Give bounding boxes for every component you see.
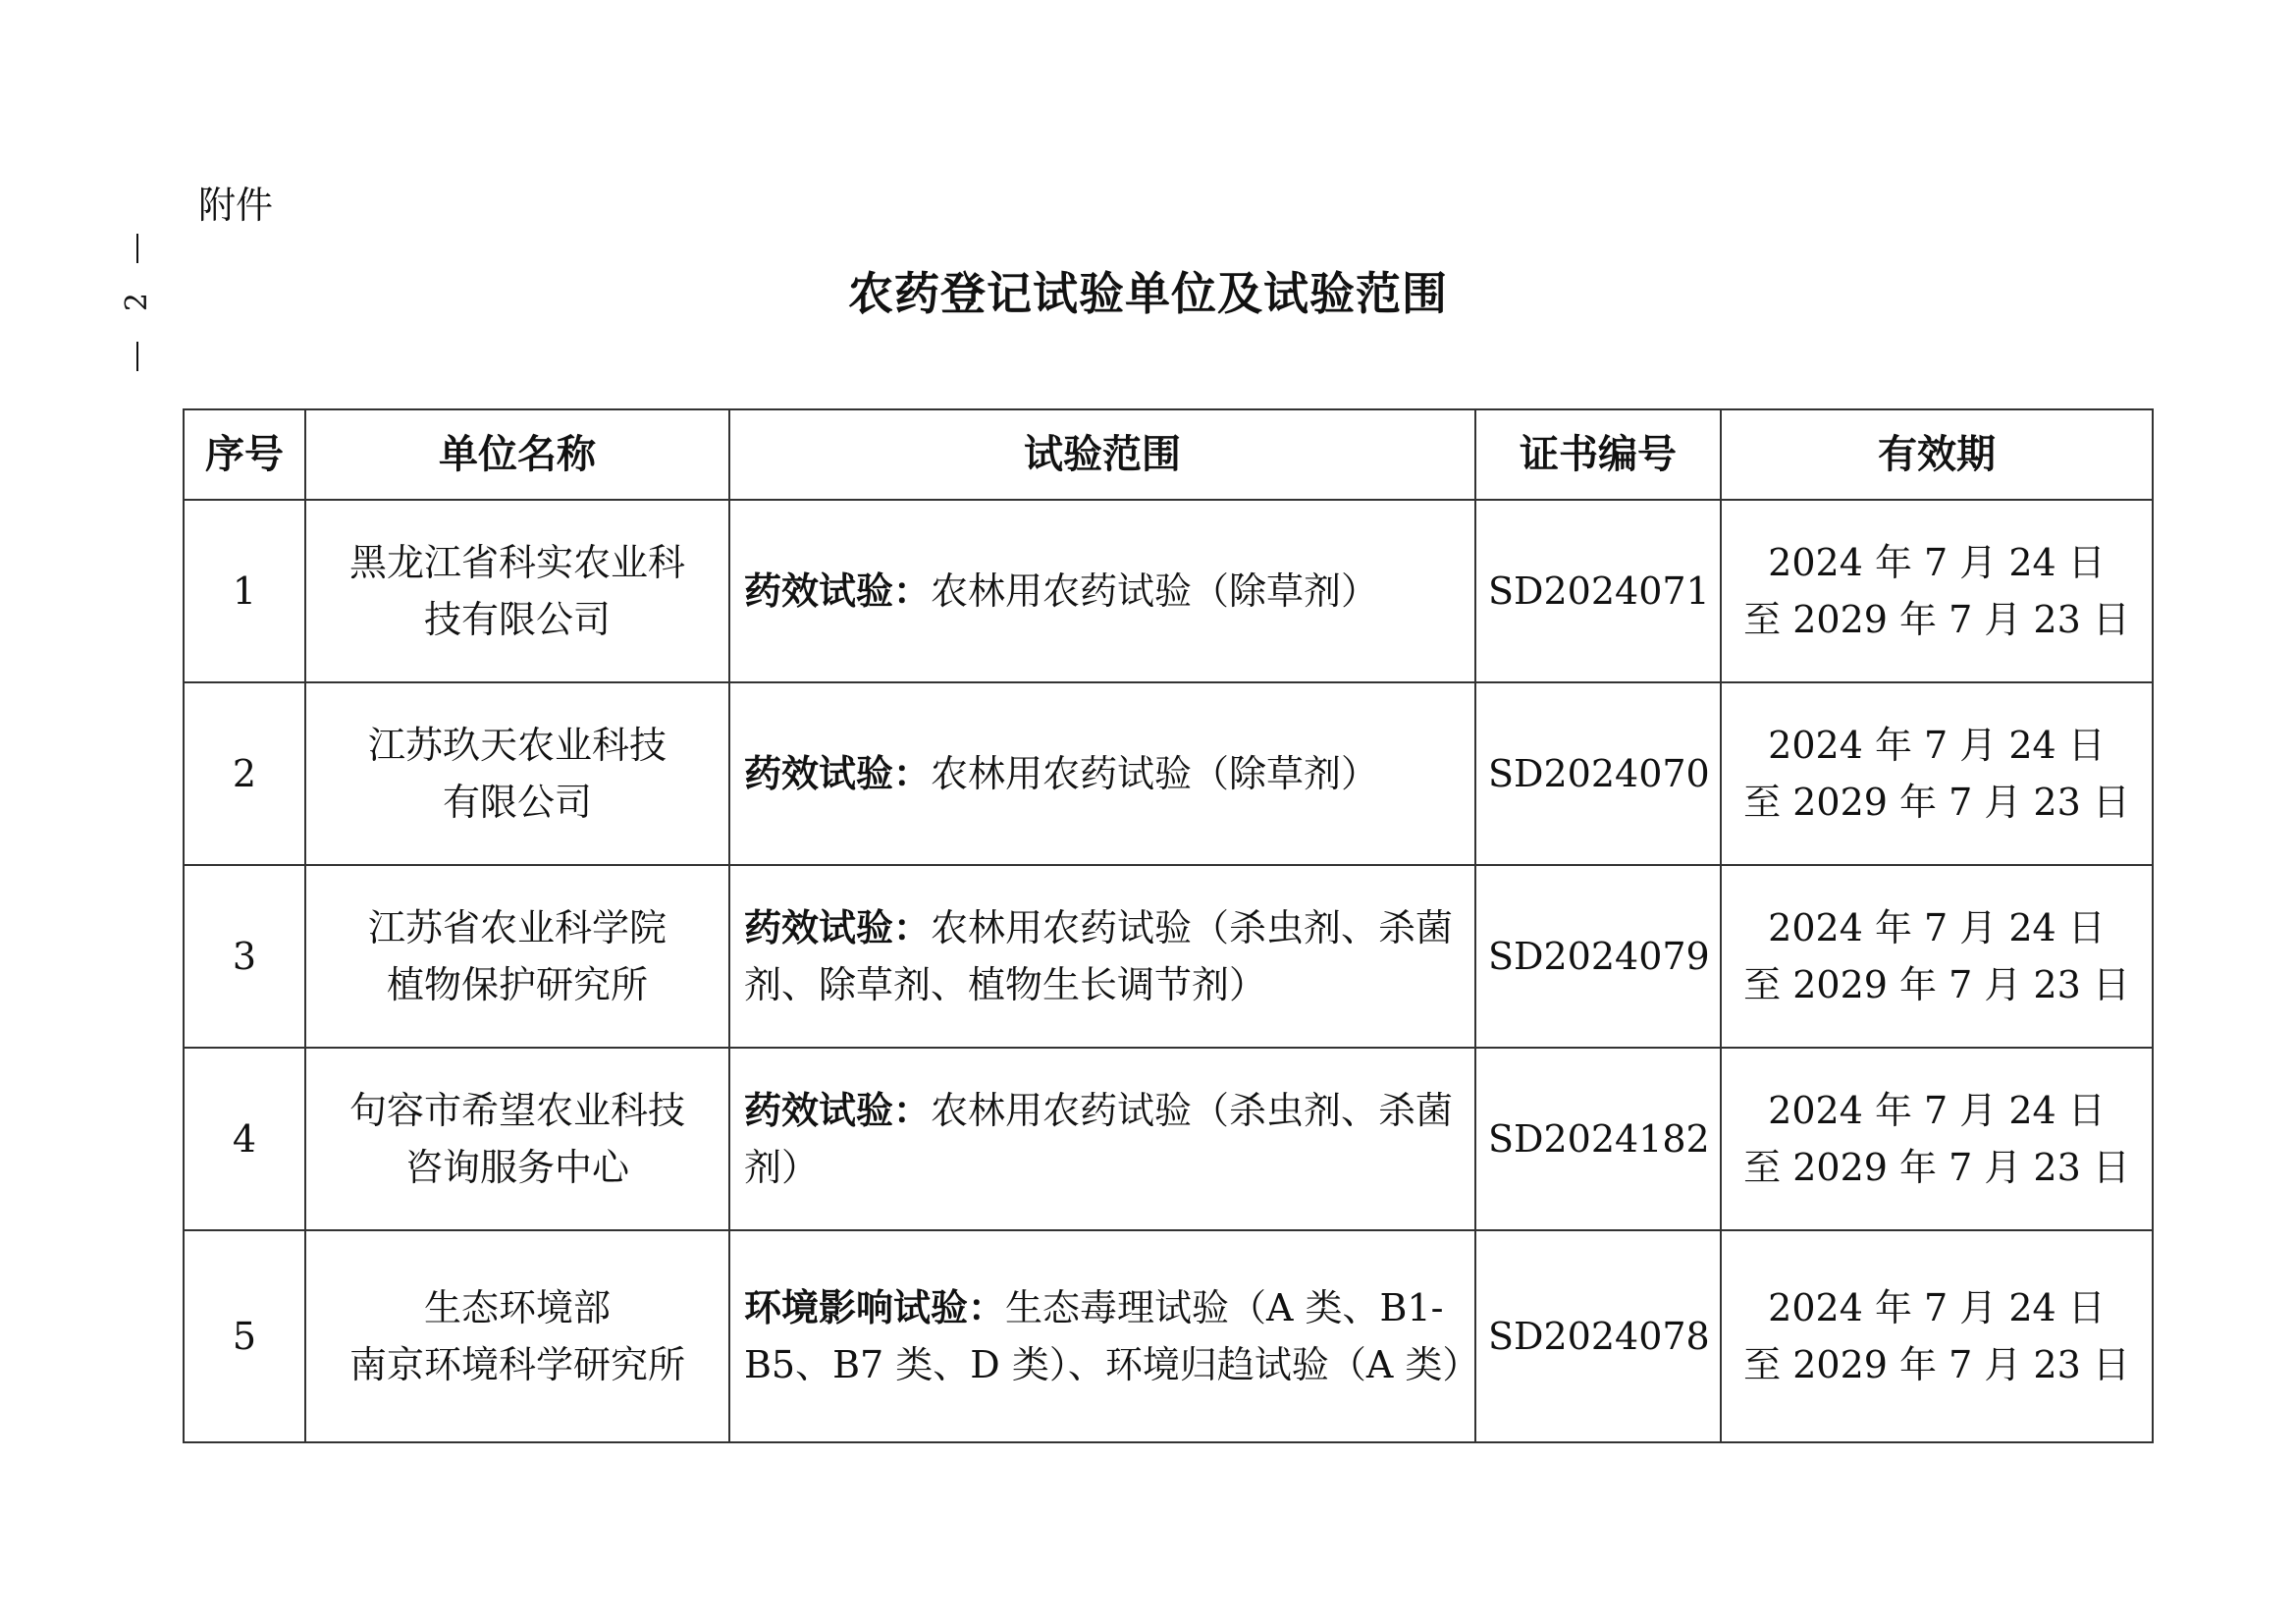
cell-unit-name bbox=[305, 865, 729, 1048]
scope-label: 药效试验： bbox=[744, 569, 932, 613]
document-title: 农药登记试验单位及试验范围 bbox=[848, 267, 1448, 320]
table-header-row bbox=[184, 409, 2153, 500]
unit-name-line: 咨询服务中心 bbox=[404, 1146, 629, 1189]
validity-end: 至 2029 年 7 月 23 日 bbox=[1743, 781, 2130, 824]
annex-label: 附件 bbox=[198, 184, 274, 227]
scope-label: 药效试验： bbox=[744, 1089, 932, 1132]
page-number-dash-bottom bbox=[136, 342, 138, 371]
table-row bbox=[184, 682, 2153, 865]
header-test-scope: 试验范围 bbox=[729, 409, 1475, 500]
unit-name-line: 有限公司 bbox=[442, 781, 592, 824]
unit-name-line: 江苏玖天农业科技 bbox=[367, 724, 667, 767]
cell-unit-name bbox=[305, 500, 729, 682]
scope-label: 药效试验： bbox=[744, 906, 932, 949]
scope-text: 农林用农药试验（除草剂） bbox=[931, 752, 1379, 795]
table-row bbox=[184, 500, 2153, 682]
cell-validity bbox=[1721, 500, 2153, 682]
unit-name-line: 黑龙江省科实农业科 bbox=[348, 541, 685, 584]
validity-end: 至 2029 年 7 月 23 日 bbox=[1743, 1343, 2130, 1386]
page-number-value: 2 bbox=[120, 293, 154, 312]
scope-label: 药效试验： bbox=[744, 752, 932, 795]
cell-certificate-number: SD2024079 bbox=[1475, 865, 1721, 1048]
cell-unit-name bbox=[305, 682, 729, 865]
validity-start: 2024 年 7 月 24 日 bbox=[1768, 1089, 2106, 1132]
unit-name-line: 生态环境部 bbox=[423, 1286, 611, 1329]
table-row bbox=[184, 1230, 2153, 1442]
cell-validity bbox=[1721, 1230, 2153, 1442]
cell-certificate-number: SD2024070 bbox=[1475, 682, 1721, 865]
scope-text: 生态毒理试验（A 类、B1-B5、B7 类、D 类）、环境归趋试验（A 类） bbox=[744, 1286, 1480, 1386]
header-unit-name: 单位名称 bbox=[305, 409, 729, 500]
cell-test-scope bbox=[729, 1048, 1475, 1230]
table-row bbox=[184, 1048, 2153, 1230]
cell-validity bbox=[1721, 865, 2153, 1048]
validity-end: 至 2029 年 7 月 23 日 bbox=[1743, 1146, 2130, 1189]
header-index: 序号 bbox=[184, 409, 305, 500]
validity-end: 至 2029 年 7 月 23 日 bbox=[1743, 963, 2130, 1006]
unit-name-line: 南京环境科学研究所 bbox=[348, 1343, 685, 1386]
scope-text: 农林用农药试验（除草剂） bbox=[931, 569, 1379, 613]
cell-index: 2 bbox=[184, 682, 305, 865]
cell-validity bbox=[1721, 1048, 2153, 1230]
page-number-dash-top bbox=[136, 234, 138, 263]
unit-name-line: 江苏省农业科学院 bbox=[367, 906, 667, 949]
unit-name-line: 句容市希望农业科技 bbox=[348, 1089, 685, 1132]
header-certificate-number: 证书编号 bbox=[1475, 409, 1721, 500]
cell-index: 4 bbox=[184, 1048, 305, 1230]
cell-certificate-number: SD2024071 bbox=[1475, 500, 1721, 682]
validity-start: 2024 年 7 月 24 日 bbox=[1768, 1286, 2106, 1329]
header-validity: 有效期 bbox=[1721, 409, 2153, 500]
validity-end: 至 2029 年 7 月 23 日 bbox=[1743, 598, 2130, 641]
cell-unit-name bbox=[305, 1230, 729, 1442]
scope-text: 农林用农药试验（杀虫剂、杀菌剂） bbox=[744, 1089, 1454, 1189]
scope-text: 农林用农药试验（杀虫剂、杀菌剂、除草剂、植物生长调节剂） bbox=[744, 906, 1454, 1006]
cell-index: 3 bbox=[184, 865, 305, 1048]
cell-test-scope bbox=[729, 682, 1475, 865]
unit-name-line: 植物保护研究所 bbox=[386, 963, 648, 1006]
cell-certificate-number: SD2024078 bbox=[1475, 1230, 1721, 1442]
cell-unit-name bbox=[305, 1048, 729, 1230]
cell-test-scope bbox=[729, 1230, 1480, 1442]
cell-validity bbox=[1721, 682, 2153, 865]
cell-test-scope bbox=[729, 865, 1475, 1048]
validity-start: 2024 年 7 月 24 日 bbox=[1768, 541, 2106, 584]
table-row bbox=[184, 865, 2153, 1048]
unit-name-line: 技有限公司 bbox=[423, 598, 611, 641]
scope-label: 环境影响试验： bbox=[744, 1286, 1006, 1329]
cell-certificate-number: SD2024182 bbox=[1475, 1048, 1721, 1230]
cell-index: 1 bbox=[184, 500, 305, 682]
validity-start: 2024 年 7 月 24 日 bbox=[1768, 906, 2106, 949]
cell-index: 5 bbox=[184, 1230, 305, 1442]
validity-start: 2024 年 7 月 24 日 bbox=[1768, 724, 2106, 767]
cell-test-scope bbox=[729, 500, 1475, 682]
registration-table bbox=[183, 408, 2154, 1443]
